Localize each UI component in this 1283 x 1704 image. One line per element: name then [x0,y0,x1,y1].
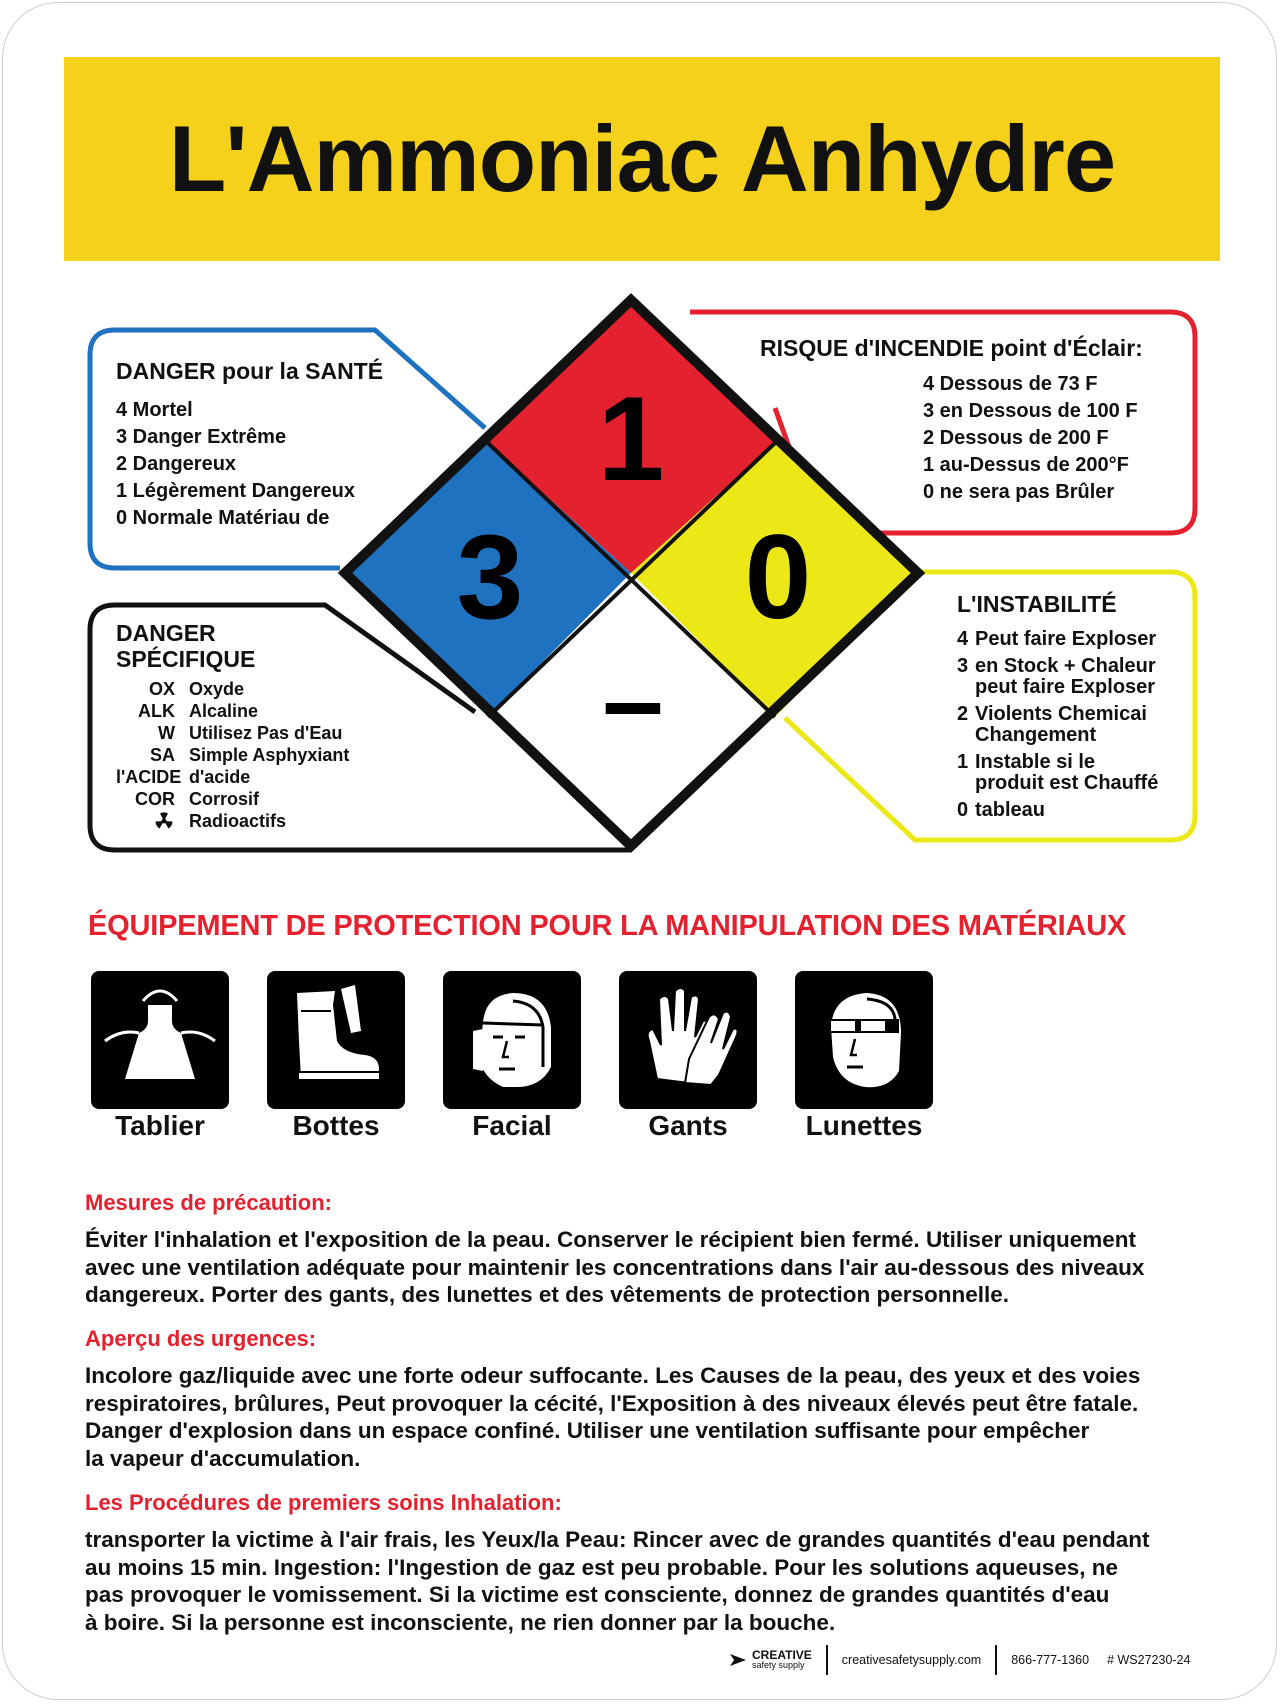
ppe-tile-gloves [619,971,757,1109]
flammability-rating: 1 [597,372,665,506]
fire-item: 0 ne sera pas Brûler [923,481,1115,503]
health-heading: DANGER pour la SANTÉ [116,358,384,384]
fire-item: 4 Dessous de 73 F [923,373,1098,395]
emergency-heading: Aperçu des urgences: [85,1326,317,1351]
instability-heading: L'INSTABILITÉ [957,591,1117,617]
specific-heading: DANGER SPÉCIFIQUE [116,620,256,672]
health-item: 4 Mortel [116,399,193,421]
brand-name: CREATIVE safety supply [752,1648,812,1670]
emergency-body: Incolore gaz/liquide avec une forte odeur suffocante. Les Causes de la peau, des yeux et des voies respiratoires, brûlures, Peut provoquer la cécité, l'Exposition à des niveaux élevés peut être fatale. Danger d'explosion dans un espace confiné. Utiliser une ventilation suffisante pour empêcher la vapeur d'accumulation. [85,1363,1141,1471]
precautions-body: Éviter l'inhalation et l'exposition de la peau. Conserver le récipient bien fermé. Utiliser uniquement avec une ventilation adéquate pour maintenir les concentrations dans l'air au-dessous des niveaux dangereux. Porter des gants, des lunettes et des vêtements de protection personnelle. [85,1227,1145,1307]
health-item: 0 Normale Matériau de [116,507,330,529]
goggles-icon [795,971,933,1109]
ppe-label-goggles: Lunettes [805,1110,923,1141]
fire-item: 1 au-Dessus de 200°F [923,454,1129,476]
specific-item: W Utilisez Pas d'Eau [158,723,343,743]
face-shield-icon [443,971,581,1109]
instability-legend [957,591,1187,821]
instability-rating: 0 [744,510,812,644]
instability-item: 4 Peut faire Exploser [957,628,1157,650]
ppe-label-boots: Bottes [292,1110,380,1141]
sign-title: L'Ammoniac Anhydre [168,106,1116,211]
apron-icon [91,971,229,1109]
health-rating: 3 [456,510,524,644]
ppe-tile-goggles [795,971,933,1109]
ppe-label-gloves: Gants [648,1110,728,1141]
specific-item: SA Simple Asphyxiant [149,745,350,765]
boot-icon [267,971,405,1109]
footer-sku: # WS27230-24 [1107,1653,1191,1667]
fire-item: 3 en Dessous de 100 F [923,400,1138,422]
ppe-label-face-shield: Facial [472,1110,552,1141]
specific-item: ALK Alcaline [138,701,259,721]
fire-item: 2 Dessous de 200 F [923,427,1109,449]
ppe-tile-apron [91,971,229,1109]
fire-legend [760,335,1190,506]
instability-item: 0 tableau [957,798,1046,821]
specific-item: Radioactifs [116,810,436,835]
ppe-tile-boots [267,971,405,1109]
health-item: 3 Danger Extrême [116,426,287,448]
gloves-icon [619,971,757,1109]
health-item: 1 Légèrement Dangereux [116,480,355,502]
specific-legend [116,620,436,835]
ppe-heading: ÉQUIPEMENT DE PROTECTION POUR LA MANIPULATION DES MATÉRIAUX [88,910,1127,942]
precautions-heading: Mesures de précaution: [85,1190,332,1215]
specific-item: l'ACIDE d'acide [116,767,251,787]
radiation-icon [153,810,175,830]
health-legend [116,358,416,532]
brand-logo-icon [728,1652,748,1668]
fire-heading: RISQUE d'INCENDIE point d'Éclair: [760,335,1143,361]
ppe-label-apron: Tablier [115,1110,205,1141]
instability-item: 1 Instable si le produit est Chauffé [957,750,1159,794]
footer-website[interactable]: creativesafetysupply.com [841,1653,982,1667]
ppe-tile-face-shield [443,971,581,1109]
footer [728,1642,1190,1678]
specific-item: OX Oxyde [148,679,245,699]
instability-item: 2 Violents Chemicai Changement [957,702,1147,746]
instability-item: 3 en Stock + Chaleur peut faire Exploser [957,654,1156,698]
specific-item: COR Corrosif [135,789,260,809]
first-aid-body: transporter la victime à l'air frais, les Yeux/la Peau: Rincer avec de grandes quantités d'eau pendant au moins 15 min. Ingestion: l'Ingestion de gaz est peu probable. Pour les solutions aqueuses, ne pas provoquer le vomissement. Si la victime est consciente, donnez de grandes quantités d'eau à boire. Si la personne est inconsciente, ne rien donner par la bouche. [85,1527,1150,1635]
special-rating: – [602,639,664,762]
footer-phone: 866-777-1360 [1011,1653,1090,1667]
first-aid-heading: Les Procédures de premiers soins Inhalation: [85,1490,562,1515]
health-item: 2 Dangereux [116,453,237,475]
